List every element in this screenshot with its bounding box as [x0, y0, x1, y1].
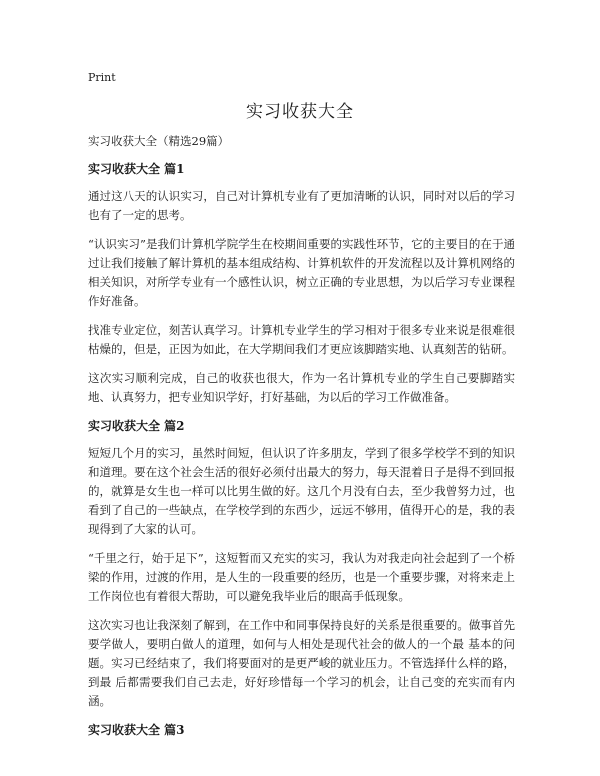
- section-3: [88, 721, 515, 739]
- section-heading: 实习收获大全 篇3: [88, 723, 185, 737]
- section-2: [88, 417, 515, 711]
- paragraph: 这次实习顺利完成，自己的收获也很大，作为一名计算机专业的学生自己要脚踏实地、认真努力，把专业知识学好，打好基础，为以后的学习工作做准备。: [88, 371, 515, 404]
- paragraph: “千里之行，始于足下”，这短暂而又充实的实习，我认为对我走向社会起到了一个桥梁的作用，过渡的作用，是人生的一段重要的经历，也是一个重要步骤，对将来走上工作岗位也有着很大帮助，可以避免我毕业后的眼高手低现象。: [88, 551, 515, 603]
- paragraph: “认识实习”是我们计算机学院学生在校期间重要的实践性环节，它的主要目的在于通过让我们接触了解计算机的基本组成结构、计算机软件的开发流程以及计算机网络的相关知识，对所学专业有一个感性认识，树立正确的专业思想，为以后学习专业课程作好准备。: [88, 237, 515, 308]
- article-body: [88, 132, 515, 748]
- article-subtitle: 实习收获大全（精选29篇）: [88, 134, 230, 148]
- paragraph: 找准专业定位，刻苦认真学习。计算机专业学生的学习相对于很多专业来说是很难很枯燥的，但是，正因为如此，在大学期间我们才更应该脚踏实地、认真刻苦的钻研。: [88, 323, 515, 356]
- paragraph: 这次实习也让我深刻了解到，在工作中和同事保持良好的关系是很重要的。做事首先要学做人，要明白做人的道理，如何与人相处是现代社会的做人的一个最 基本的问题。实习已经结束了，我们将要面对的是更严峻的就业压力。不管选择什么样的路，到最 后都需要我们自己去走，好好珍惜每一个学习的机会，让自己变的充实而有内涵。: [88, 618, 515, 708]
- section-heading: 实习收获大全 篇2: [88, 419, 185, 433]
- paragraph: 短短几个月的实习，虽然时间短，但认识了许多朋友，学到了很多学校学不到的知识和道理。要在这个社会生活的很好必须付出最大的努力，每天混着日子是得不到回报的，就算是女生也一样可以比男生做的好。这几个月没有白去，至少我曾努力过，也看到了自己的一些缺点，在学校学到的东西少，远远不够用，值得开心的是，我的表现得到了大家的认可。: [88, 446, 515, 536]
- section-heading: 实习收获大全 篇1: [88, 162, 185, 176]
- print-link[interactable]: Print: [88, 71, 116, 84]
- paragraph: 通过这八天的认识实习，自己对计算机专业有了更加清晰的认识，同时对以后的学习也有了一定的思考。: [88, 189, 515, 222]
- section-1: [88, 160, 515, 407]
- page-title: 实习收获大全: [246, 102, 354, 122]
